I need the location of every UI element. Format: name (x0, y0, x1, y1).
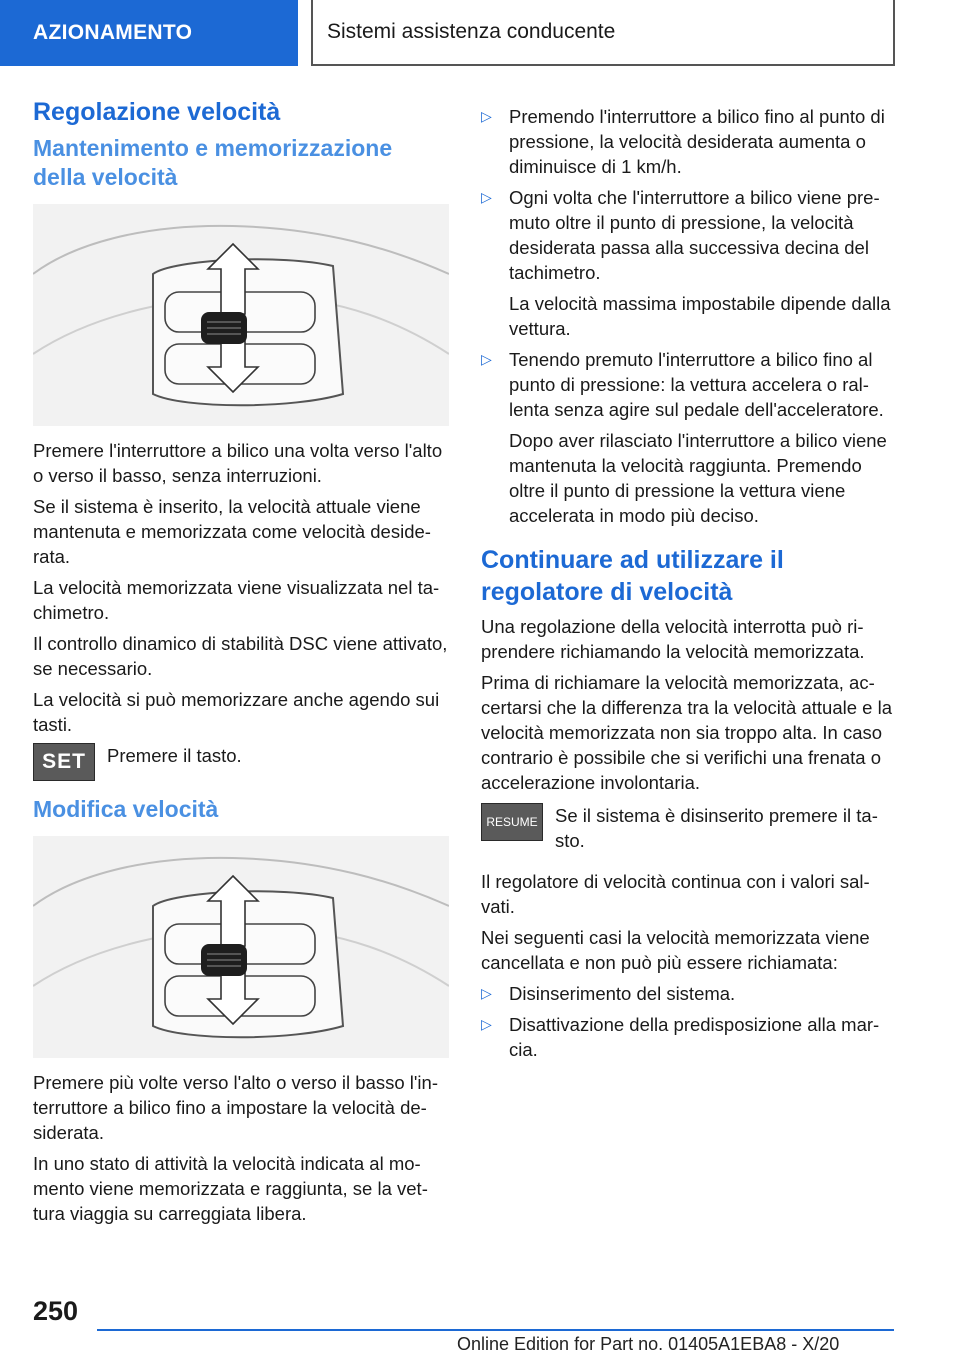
triangle-bullet-icon: ▷ (481, 985, 492, 1001)
paragraph: Premere più volte verso l'alto o verso il basso l'interruttore a bilico fino a impostare la velocità desiderata. (33, 1072, 438, 1143)
left-column (33, 96, 449, 1232)
section-title: Sistemi assistenza conducente (311, 0, 895, 66)
paragraph: Se il sistema è inserito, la velocità attuale viene mantenuta e memorizzata come velocità desiderata. (33, 496, 431, 567)
right-paragraphs-after (481, 869, 896, 975)
list-item: ▷ Premendo l'interruttore a bilico fino al punto di pressione, la velocità desiderata aumenta o diminuisce di 1 km/h. (481, 106, 885, 177)
triangle-bullet-icon: ▷ (481, 1016, 492, 1032)
left-paragraphs-2 (33, 1070, 449, 1226)
page-number: 250 (33, 1296, 79, 1326)
page-header (0, 0, 960, 66)
paragraph: La velocità memorizzata viene visualizzata nel tachimetro. (33, 577, 440, 623)
paragraph: Nei seguenti casi la velocità memorizzata viene cancellata e non può più essere richiamata: (481, 927, 870, 973)
paragraph: Una regolazione della velocità interrotta può riprendere richiamando la velocità memorizzata. (481, 616, 865, 662)
left-paragraphs-1 (33, 438, 449, 737)
paragraph: La velocità si può memorizzare anche agendo sui tasti. (33, 689, 440, 735)
paragraph: Prima di richiamare la velocità memorizzata, accertarsi che la differenza tra la velocità attuale e la velocità memorizzata non sia troppo alta. In caso contrario è possibile che si verifichi una frenata o accelerazione involontaria. (481, 672, 892, 793)
set-button-icon: SET (33, 743, 95, 781)
triangle-bullet-icon: ▷ (481, 108, 492, 124)
list-item: ▷ Tenendo premuto l'interruttore a bilico fino al punto di pressione: la vettura accelera o rallenta senza agire sul pedale dell'acceleratore. (481, 349, 884, 420)
set-instruction: Premere il tasto. (107, 745, 242, 766)
list-item-note: Dopo aver rilasciato l'interruttore a bilico viene mantenuta la velocità raggiunta. Premendo oltre il punto di pressione la vettura viene accelerata in modo più deciso. (509, 430, 887, 526)
rocker-switch-illustration-2 (33, 836, 449, 1058)
right-paragraphs (481, 614, 896, 795)
paragraph: Premere l'interruttore a bilico una volta verso l'alto o verso il basso, senza interruzioni. (33, 440, 443, 486)
triangle-bullet-icon: ▷ (481, 351, 492, 367)
paragraph: In uno stato di attività la velocità indicata al momento viene memorizzata e raggiunta, se la vettura viaggia su carreggiata libera. (33, 1153, 428, 1224)
list-item: ▷ Disattivazione della predisposizione alla marcia. (481, 1014, 880, 1060)
triangle-bullet-icon: ▷ (481, 189, 492, 205)
footer-divider (97, 1329, 894, 1331)
page-title: Regolazione velocità (33, 98, 281, 126)
resume-row (481, 803, 896, 859)
set-row (33, 743, 449, 781)
chapter-tab: AZIONAMENTO (0, 0, 298, 66)
list-item: ▷ Ogni volta che l'interruttore a bilico viene premuto oltre il punto di pressione, la velocità desiderata passa alla successiva decina del tachimetro. (481, 187, 880, 283)
subtitle-change-speed: Modifica velocità (33, 796, 219, 822)
edition-note: Online Edition for Part no. 01405A1EBA8 - X/20 (457, 1334, 840, 1354)
list-item: ▷ Disinserimento del sistema. (481, 983, 736, 1004)
rocker-switch-illustration (33, 204, 449, 426)
resume-button-icon: RESUME (481, 803, 543, 841)
right-column (481, 104, 896, 1068)
list-item-note: La velocità massima impostabile dipende dalla vettura. (509, 293, 891, 339)
resume-instruction: Se il sistema è disinserito premere il tasto. (555, 805, 878, 851)
paragraph: Il controllo dinamico di stabilità DSC viene attivato, se necessario. (33, 633, 448, 679)
paragraph: Il regolatore di velocità continua con i valori salvati. (481, 871, 870, 917)
section-title-resume: Continuare ad utilizzare il regolatore di velocità (481, 546, 784, 606)
subtitle-maintain: Mantenimento e memorizzazione della velocità (33, 135, 393, 190)
